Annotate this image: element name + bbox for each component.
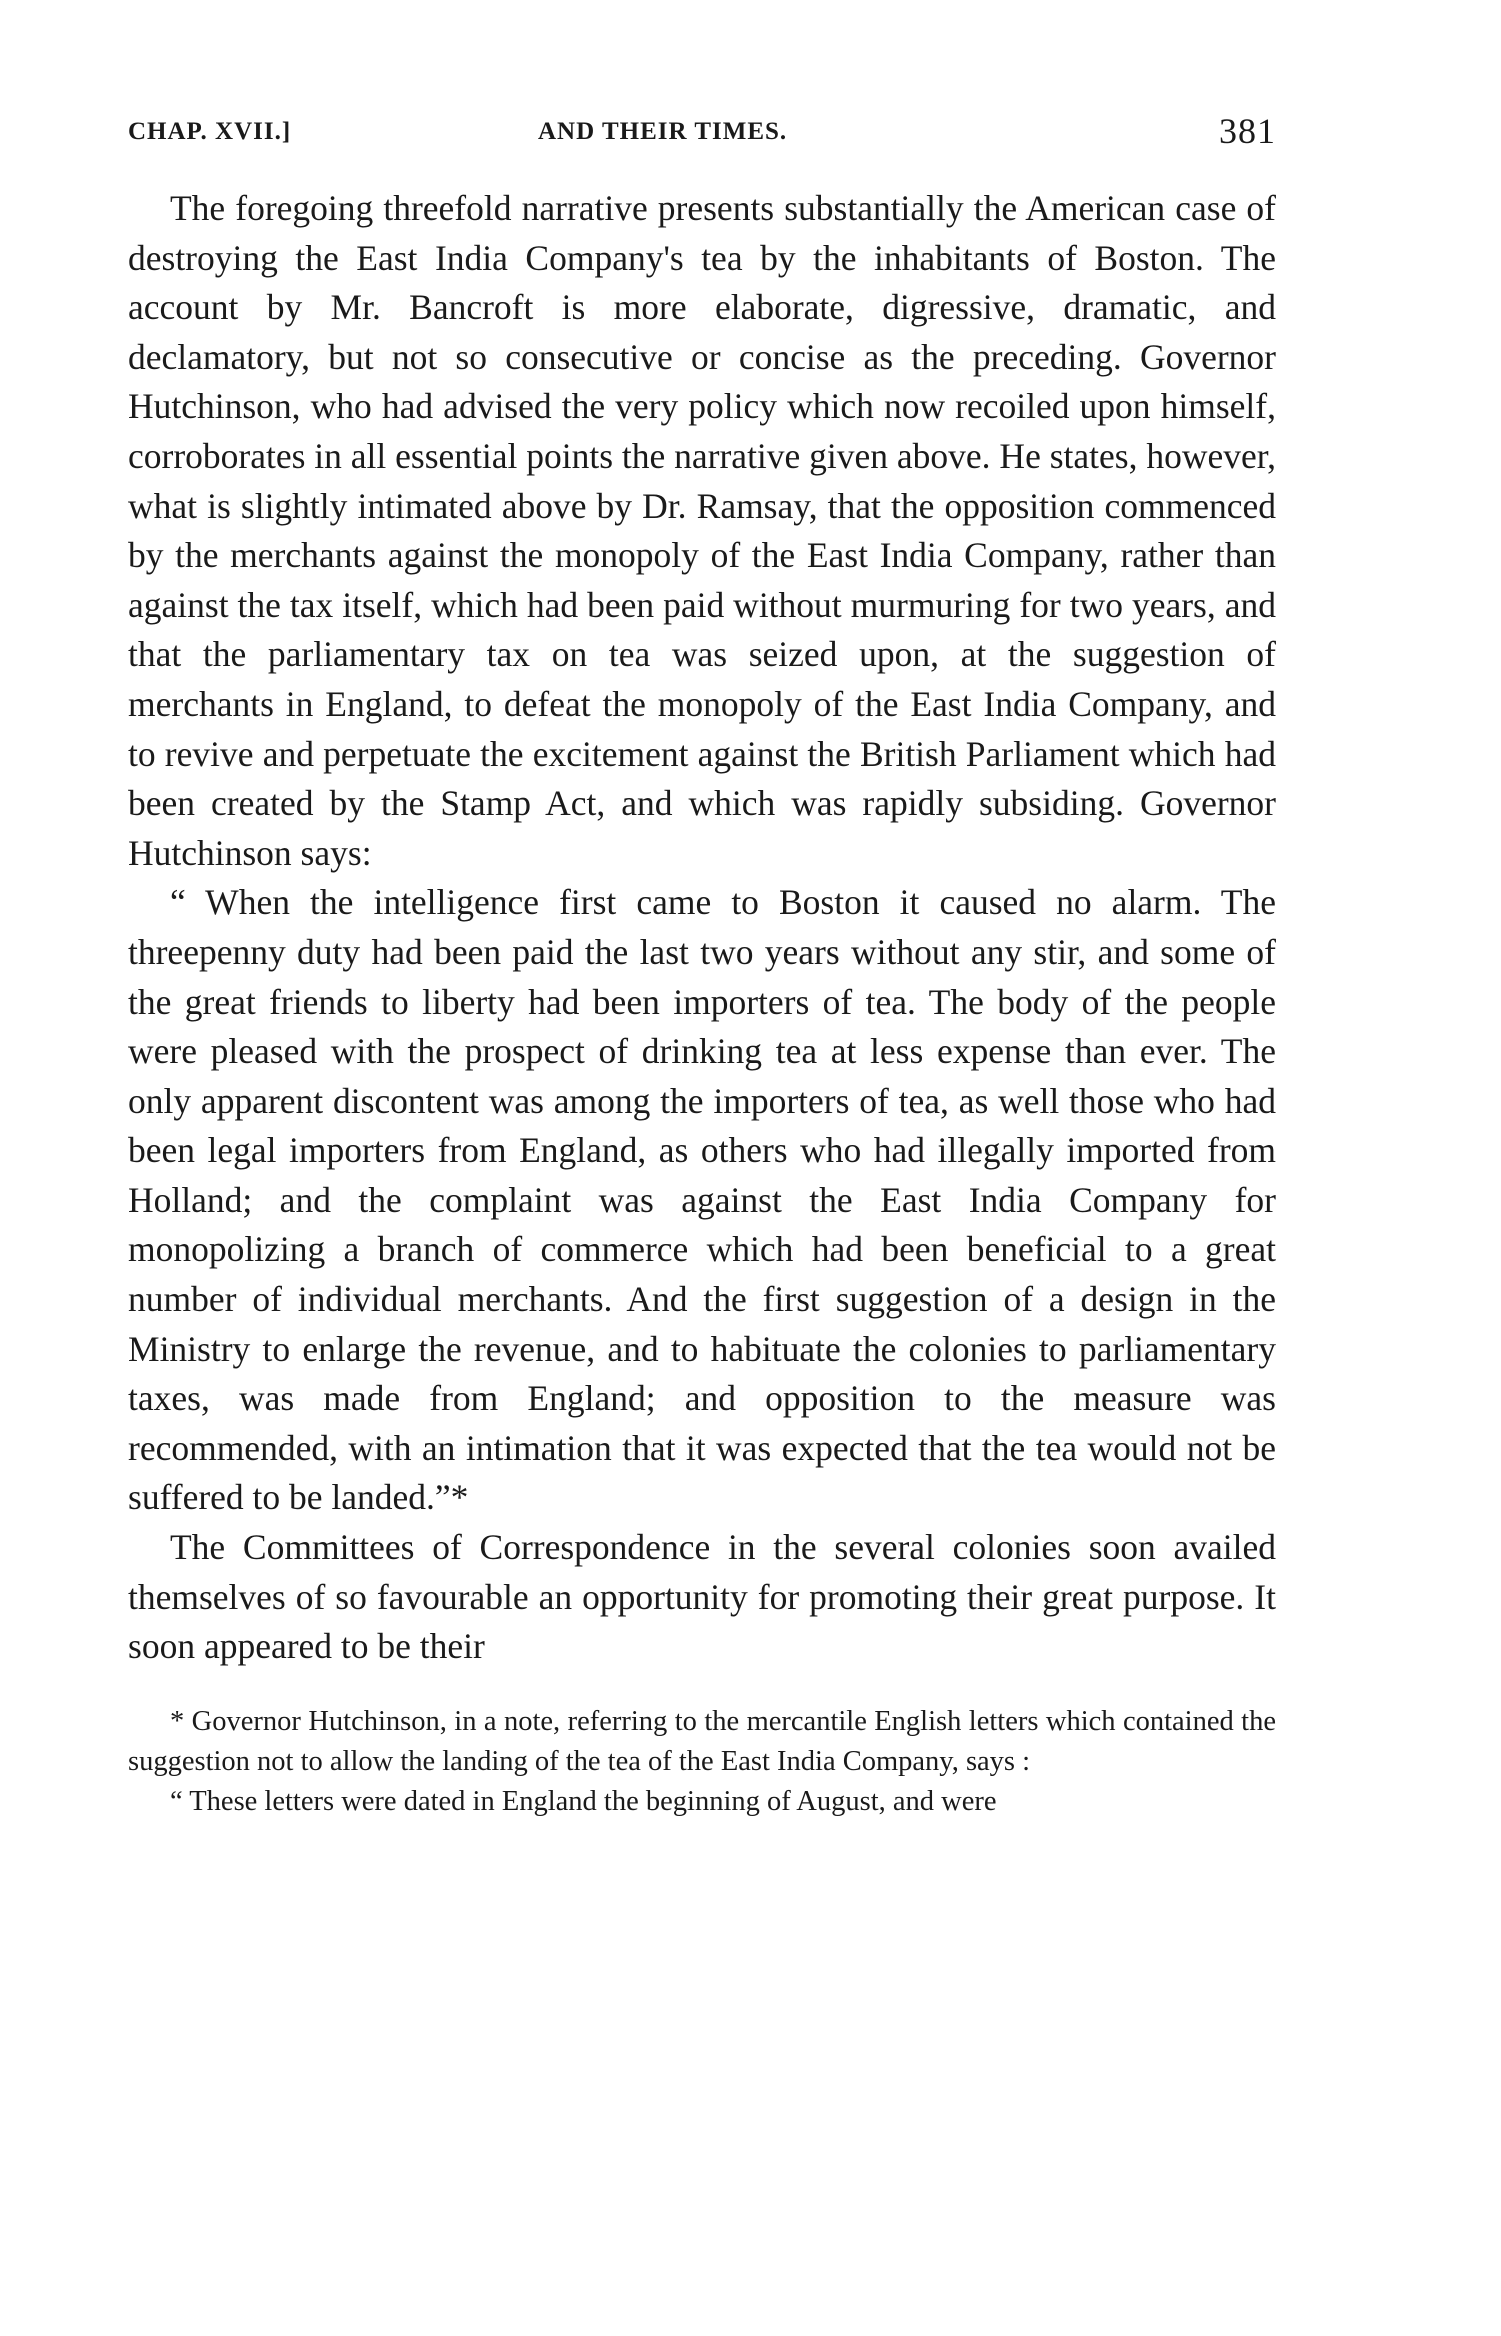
- footnote-2: “ These letters were dated in England the beginning of August, and were: [170, 1785, 997, 1817]
- main-text: [128, 184, 1276, 1672]
- paragraph-hutchinson-quote: “ When the intelligence first came to Boston it caused no alarm. The threepenny duty had been paid the last two years without any stir, and some of the great friends to liberty had been importers of tea. The body of the people were pleased with the prospect of drinking tea at less expense than ever. The only apparent discontent was among the importers of tea, as well those who had been legal importers from England, as others who had illegally imported from Holland; and the complaint was against the East India Company for monopolizing a branch of commerce which had been beneficial to a great number of individual merchants. And the first suggestion of a design in the Ministry to enlarge the revenue, and to habituate the colonies to parliamentary taxes, was made from England; and opposition to the measure was recommended, with an intimation that it was expected that the tea would not be suffered to be landed.”*: [128, 882, 1276, 1518]
- paragraph-committees: The Committees of Correspondence in the several colonies soon availed themselves of so favourable an opportunity for promoting their great purpose. It soon appeared to be their: [128, 1527, 1276, 1667]
- running-head: [128, 110, 1276, 162]
- footnote-1: * Governor Hutchinson, in a note, referring to the mercantile English letters which contained the suggestion not to allow the landing of the tea of the East India Company, says :: [128, 1705, 1276, 1777]
- page-number: 381: [1219, 111, 1276, 151]
- book-page: [128, 110, 1276, 1822]
- running-title: AND THEIR TIMES.: [538, 118, 788, 145]
- chapter-label: CHAP. XVII.]: [128, 118, 292, 145]
- footnotes: [128, 1702, 1276, 1822]
- paragraph-narrative: The foregoing threefold narrative presents substantially the American case of destroying the East India Company's tea by the inhabitants of Boston. The account by Mr. Bancroft is more elaborate, digressive, dramatic, and declamatory, but not so consecutive or concise as the preceding. Governor Hutchinson, who had advised the very policy which now recoiled upon himself, corroborates in all essential points the narrative given above. He states, however, what is slightly intimated above by Dr. Ramsay, that the opposition commenced by the merchants against the monopoly of the East India Company, rather than against the tax itself, which had been paid without murmuring for two years, and that the parliamentary tax on tea was seized upon, at the suggestion of merchants in England, to defeat the monopoly of the East India Company, and to revive and perpetuate the excitement against the British Parliament which had been created by the Stamp Act, and which was rapidly subsiding. Governor Hutchinson says:: [128, 188, 1276, 873]
